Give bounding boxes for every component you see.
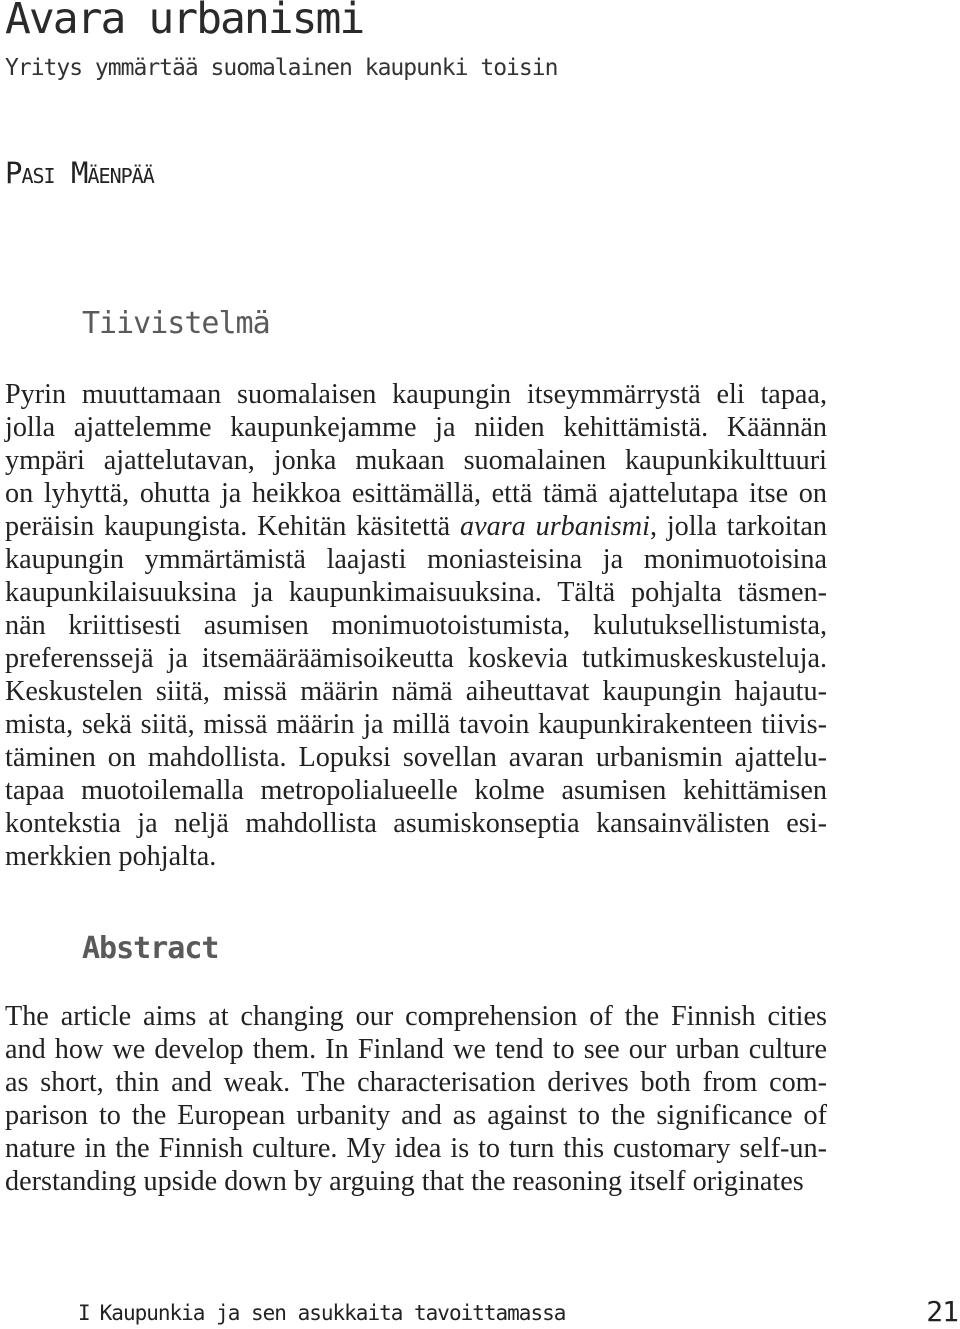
text-line: täminen on mahdollista. Lopuksi sovellan avaran urbanismin ajattelu- <box>5 742 827 773</box>
running-footer <box>78 1301 565 1325</box>
text-line: derstanding upside down by arguing that the reasoning itself originates <box>5 1166 804 1197</box>
text-line: peräisin kaupungista. Kehitän käsitettä avara urbanismi, jolla tarkoitan <box>5 511 827 542</box>
text-line: merkkien pohjalta. <box>5 841 217 872</box>
abstract-heading: Abstract <box>82 931 219 966</box>
text-line: Keskustelen siitä, missä määrin nämä aiheuttavat kaupungin hajautu- <box>5 676 827 707</box>
text-line: ympäri ajattelutavan, jonka mukaan suomalainen kaupunkikulttuuri <box>5 445 827 476</box>
text-line: parison to the European urbanity and as against to the significance of <box>5 1100 827 1131</box>
page-number: 21 <box>926 1295 958 1328</box>
section-title: Kaupunkia ja sen asukkaita tavoittamassa <box>99 1301 566 1325</box>
text-line: tapaa muotoilemalla metropolialueelle kolme asumisen kehittämisen <box>5 775 827 806</box>
text-line: kaupungin ymmärtämistä laajasti moniasteisina ja monimuotoisina <box>5 544 827 575</box>
abstract-body <box>5 1000 827 1198</box>
text-line: kontekstia ja neljä mahdollista asumiskonseptia kansainvälisten esi- <box>5 808 827 839</box>
key-term: avara urbanismi <box>460 511 650 542</box>
tiivistelma-body <box>5 378 827 873</box>
section-numeral: I <box>78 1301 90 1325</box>
article-subtitle: Yritys ymmärtää suomalainen kaupunki toisin <box>5 55 558 81</box>
text-line: as short, thin and weak. The characterisation derives both from com- <box>5 1067 827 1098</box>
text-line: The article aims at changing our comprehension of the Finnish cities <box>5 1001 827 1032</box>
text-line: Pyrin muuttamaan suomalaisen kaupungin itseymmärrystä eli tapaa, <box>5 379 827 410</box>
text-line: jolla ajattelemme kaupunkejamme ja niiden kehittämistä. Käännän <box>5 412 827 443</box>
text-line: preferenssejä ja itsemääräämisoikeutta koskevia tutkimuskeskusteluja. <box>5 643 827 674</box>
text-line: nature in the Finnish culture. My idea is to turn this customary self-un- <box>5 1133 827 1164</box>
text-line: kaupunkilaisuuksina ja kaupunkimaisuuksina. Tältä pohjalta täsmen- <box>5 577 827 608</box>
article-title: Avara urbanismi <box>5 0 364 44</box>
author-name: Pasi Mäenpää <box>5 156 154 190</box>
text-line: on lyhyttä, ohutta ja heikkoa esittämällä, että tämä ajattelutapa itse on <box>5 478 827 509</box>
text-line: and how we develop them. In Finland we tend to see our urban culture <box>5 1034 827 1065</box>
text-line: nän kriittisesti asumisen monimuotoistumista, kulutuksellistumista, <box>5 610 827 641</box>
text-line: mista, sekä siitä, missä määrin ja millä tavoin kaupunkirakenteen tiivis- <box>5 709 827 740</box>
tiivistelma-heading: Tiivistelmä <box>82 306 270 341</box>
